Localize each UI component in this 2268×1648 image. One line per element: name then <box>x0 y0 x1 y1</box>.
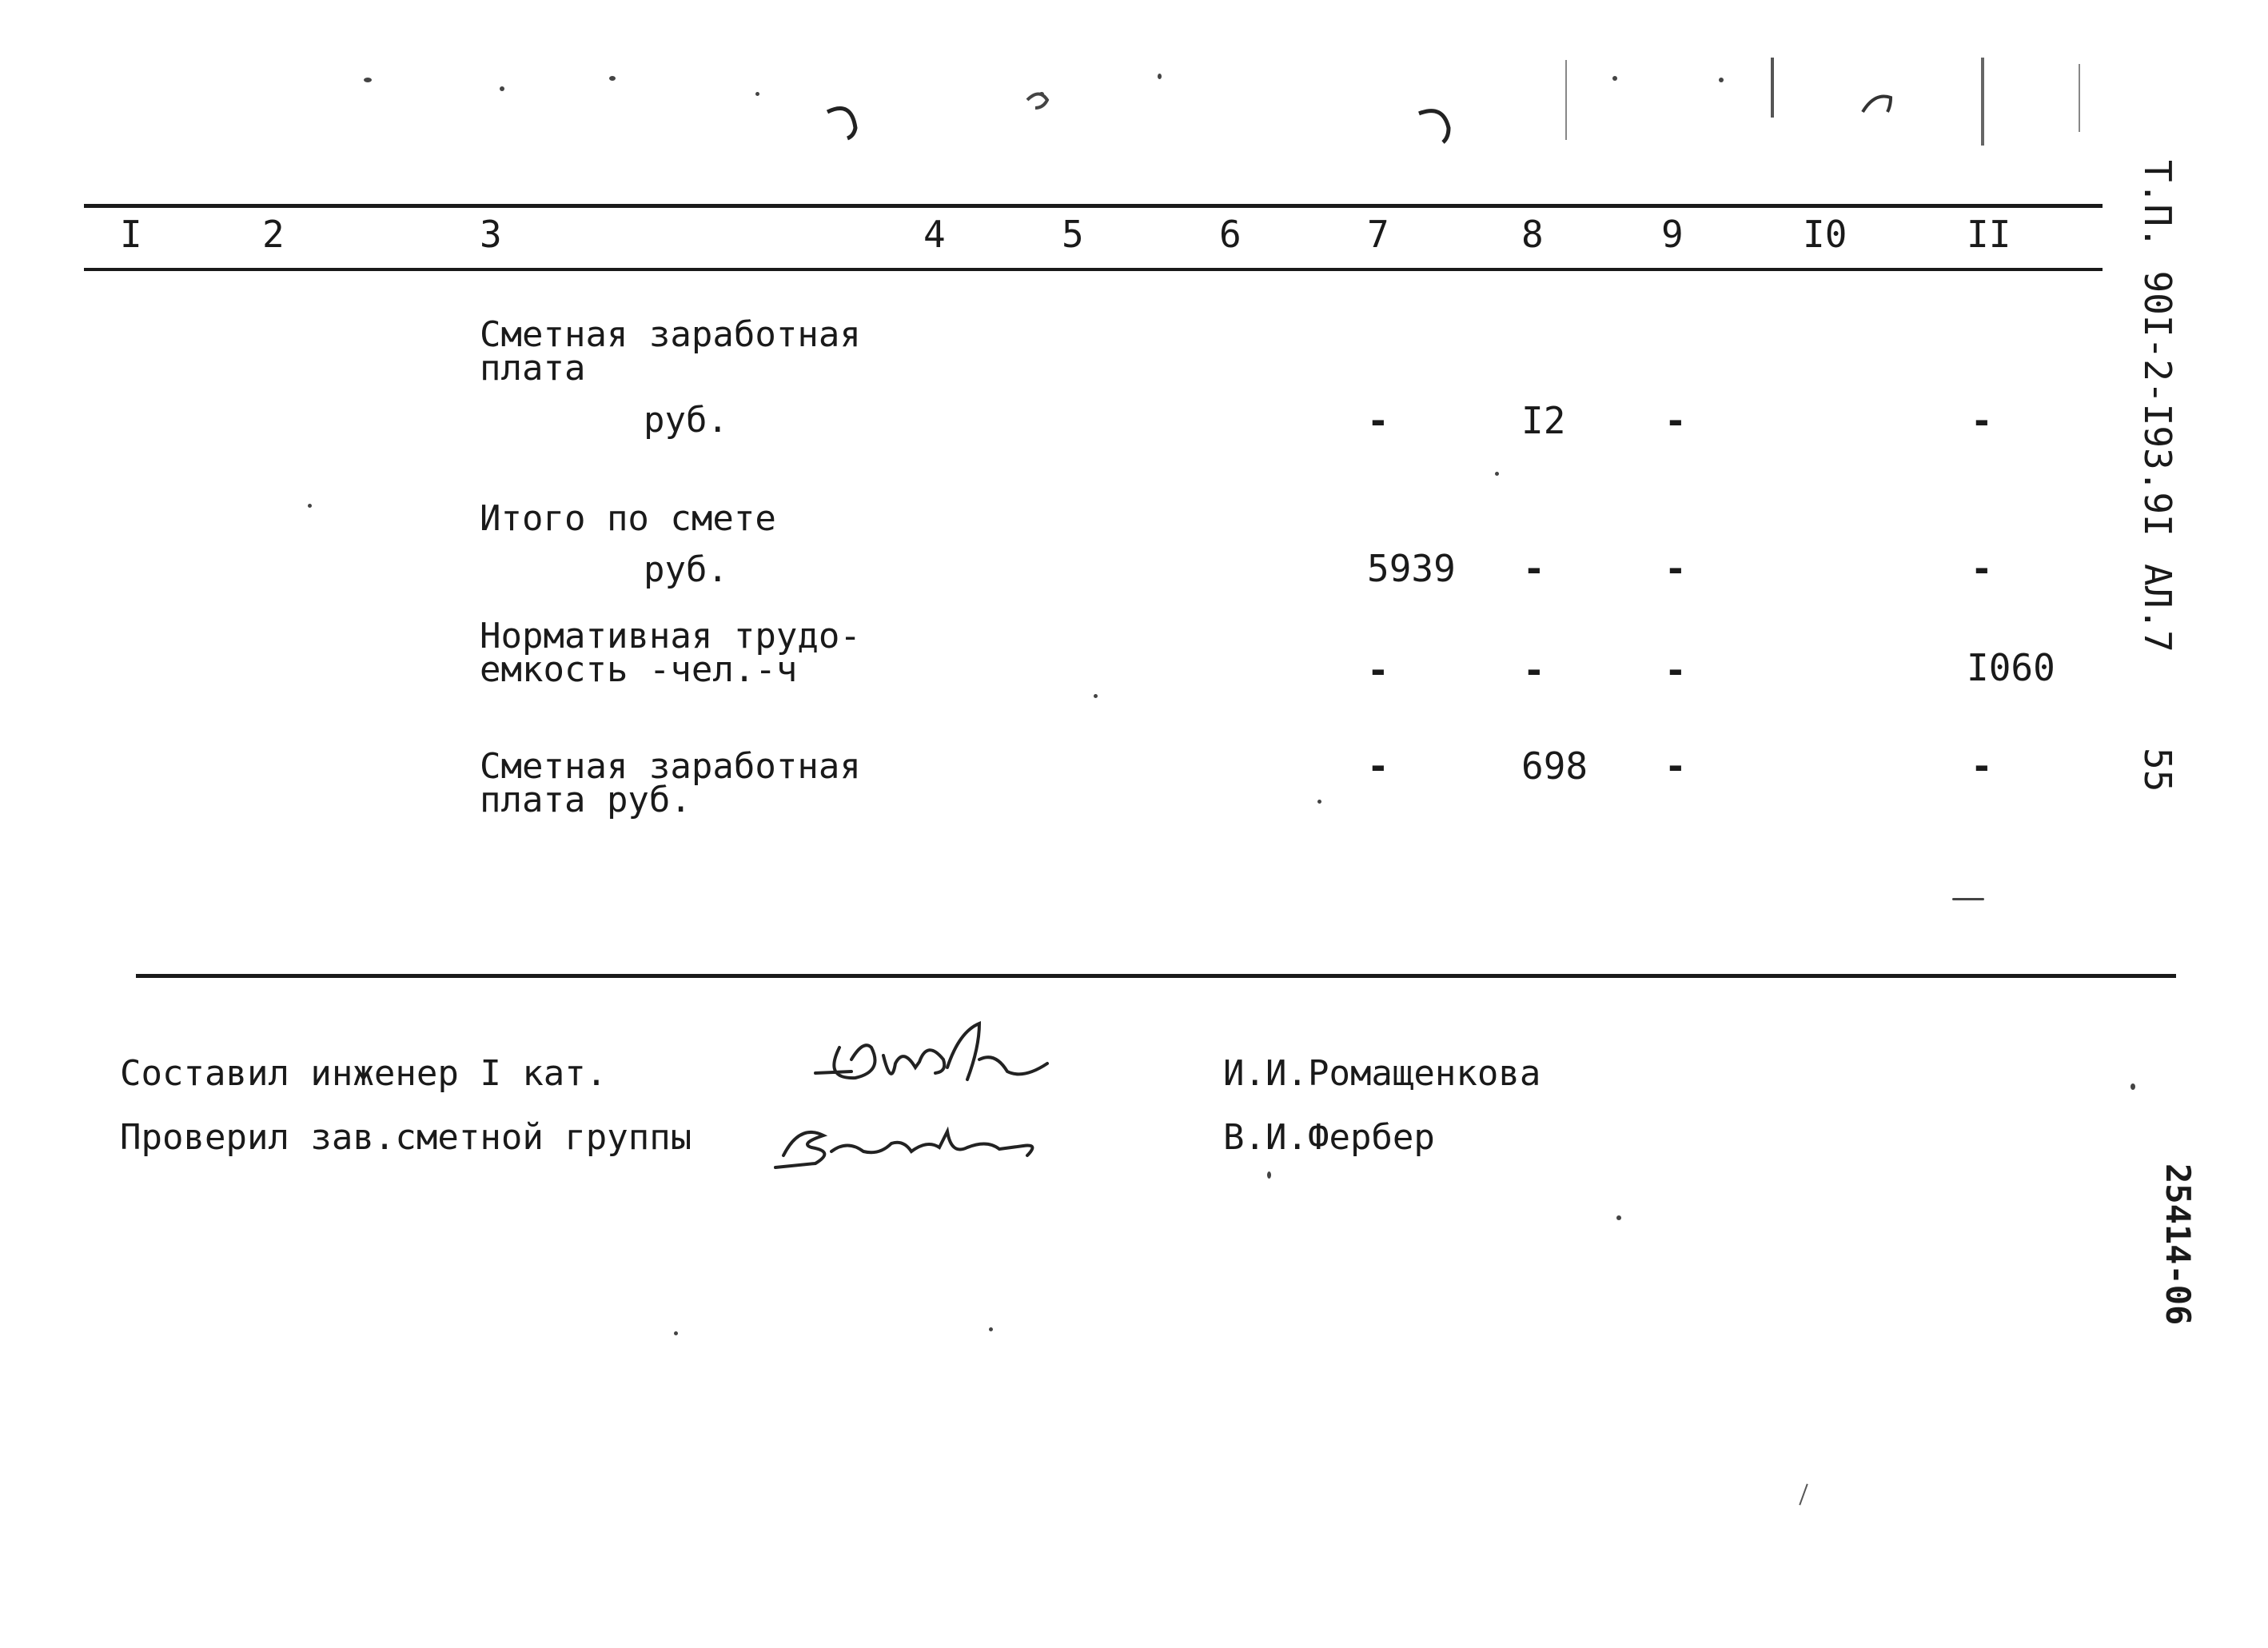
column-header: I0 <box>1803 213 1847 256</box>
table-top-rule <box>84 204 2103 208</box>
cell-col11: - <box>1971 547 1993 590</box>
archive-number: 25414-06 <box>2158 1163 2198 1326</box>
column-header: I <box>120 213 142 256</box>
column-header: II <box>1967 213 2011 256</box>
row-label: Итого по смете <box>480 498 776 539</box>
checked-label: Проверил зав.сметной группы <box>120 1117 692 1158</box>
column-header: 4 <box>923 213 946 256</box>
cell-col9: - <box>1664 648 1687 692</box>
signature-compiled <box>807 1016 1055 1103</box>
cell-col8: - <box>1523 648 1545 692</box>
column-header: 9 <box>1661 213 1684 256</box>
row-unit: руб. <box>644 400 728 441</box>
page-number: 55 <box>2136 748 2179 792</box>
column-header: 8 <box>1521 213 1544 256</box>
signature-checked <box>767 1107 1047 1179</box>
cell-col8: I2 <box>1521 399 1566 442</box>
cell-col8: 698 <box>1521 744 1588 788</box>
cell-col7: - <box>1367 399 1389 442</box>
column-header: 5 <box>1062 213 1084 256</box>
table-header-rule <box>84 268 2103 271</box>
cell-col7: - <box>1367 744 1389 788</box>
row-unit: руб. <box>644 549 728 590</box>
table-bottom-rule <box>136 974 2176 978</box>
cell-col11: - <box>1971 399 1993 442</box>
column-header: 6 <box>1219 213 1242 256</box>
checked-name: В.И.Фербер <box>1223 1117 1435 1158</box>
compiled-name: И.И.Ромащенкова <box>1223 1053 1541 1094</box>
row-label: емкость -чел.-ч <box>480 649 798 690</box>
row-label: Нормативная трудо- <box>480 616 861 656</box>
cell-col11: - <box>1971 744 1993 788</box>
cell-col7: 5939 <box>1367 547 1456 590</box>
cell-col9: - <box>1664 547 1687 590</box>
cell-col9: - <box>1664 744 1687 788</box>
cell-col11: I060 <box>1967 646 2055 689</box>
compiled-label: Составил инженер I кат. <box>120 1053 608 1094</box>
row-label: плата <box>480 348 586 389</box>
cell-col7: - <box>1367 648 1389 692</box>
doc-code: Т.П. 90I-2-I93.9I <box>2136 160 2179 537</box>
sheet-label: АЛ.7 <box>2136 564 2179 652</box>
row-label: Сметная заработная <box>480 746 861 787</box>
cell-col8: - <box>1523 547 1545 590</box>
row-label: Сметная заработная <box>480 314 861 355</box>
column-header: 2 <box>262 213 285 256</box>
row-label: плата руб. <box>480 780 692 820</box>
column-header: 7 <box>1367 213 1389 256</box>
column-header: 3 <box>480 213 502 256</box>
cell-col9: - <box>1664 399 1687 442</box>
